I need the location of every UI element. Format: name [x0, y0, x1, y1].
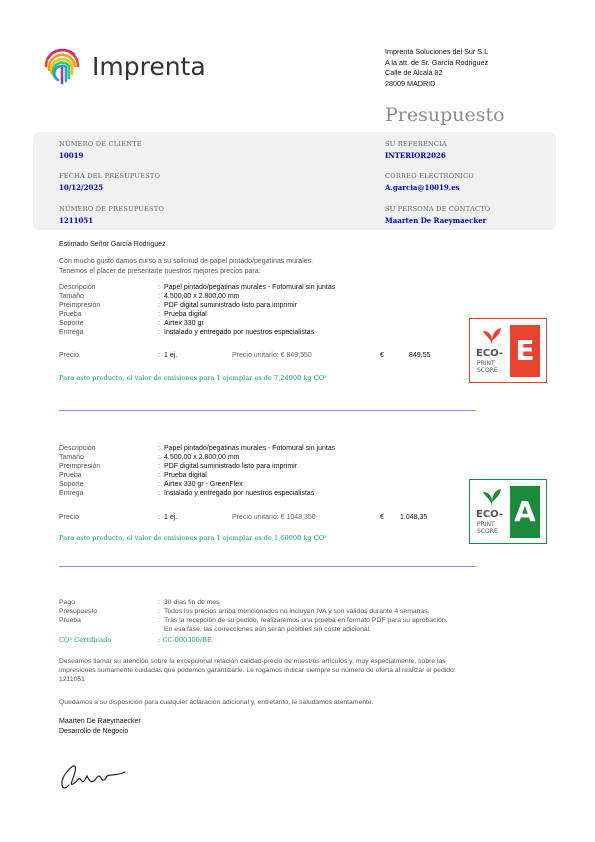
greeting: Estimado Señor García Rodriguez [59, 241, 166, 248]
sender-address [385, 47, 488, 89]
unit-price: Precio unitario: € 1048,350 [232, 514, 316, 521]
spec-value: 4.500,00 x 2.800,00 mm [164, 454, 240, 461]
intro-line-1: Con mucho gusto damos curso a su solicitud de papel pintado/pegatinas murales. [59, 258, 314, 265]
separator [59, 566, 476, 567]
leaf-icon [480, 486, 504, 508]
quote-terms-label: Presupuesto [59, 608, 98, 615]
quote-date-label: FECHA DEL PRESUPUESTO [59, 172, 161, 180]
spec-value: PDF digital suministrado listo para imprimir [164, 463, 298, 470]
proof-terms-label: Prueba [59, 617, 81, 624]
unit-price: Precio unitario: € 849,550 [232, 352, 312, 359]
eco-print-text: PRINT [477, 521, 495, 528]
payment-terms: 30 días fin de mes [164, 599, 220, 606]
contact-label: SU PERSONA DE CONTACTO [385, 205, 491, 213]
brand-name: Imprenta [92, 52, 206, 81]
signature [55, 750, 135, 800]
spec-value: Instalado y entregado por nuestros especialistas [164, 490, 315, 497]
eco-sublabel [477, 521, 498, 535]
terms-section: Pago : 30 días fin de mes Presupuesto : Todos los precios arriba mencionados no incluyen IVA y son válidos durante 4 semanas. Prueba : Tras la recepción de su pedido, realizaremos una prueba en formato PDF para su aprobación. En esa fase, las correcciones aún serán posibles sin coste adicional. CO² Certificado : CC-000300/BE [59, 599, 448, 644]
eco-print-text: PRINT [477, 360, 495, 367]
payment-label: Pago [59, 599, 75, 606]
total-price: 849,55 [409, 352, 431, 359]
quote-terms: Todos los precios arriba mencionados no incluyen IVA y son válidos durante 4 semanas. [164, 608, 430, 615]
client-number: 10019 [59, 151, 84, 160]
co2-certificate-label: CO² Certificado [59, 636, 112, 644]
spec-value: Prueba digital [164, 472, 207, 479]
emissions-note: Para este producto, el valor de emisiones para 1 ejemplar es de 1,60000 kg CO² [59, 534, 327, 542]
quote-number: 1211051 [59, 216, 94, 225]
email-label: CORREO ELECTRÓNICO [385, 172, 474, 180]
currency: € [380, 352, 384, 359]
eco-label: ECO- [476, 509, 504, 520]
quantity: 1 ej. [164, 514, 178, 521]
document-title: Presupuesto [385, 104, 505, 126]
client-number-label: NÚMERO DE CLIENTE [59, 140, 142, 148]
eco-score-text: SCORE [477, 528, 498, 535]
eco-label: ECO- [476, 348, 504, 359]
reference: INTERIOR2026 [385, 151, 446, 160]
spec-value: Prueba digital [164, 311, 207, 318]
eco-print-score [469, 479, 547, 544]
sender-attention: A la att. de Sr. García Rodriguez [385, 57, 489, 67]
reference-label: SU REFERENCIA [385, 140, 447, 148]
spec-value: Airtex 330 gr - GreenFlex [164, 481, 243, 488]
eco-score-text: SCORE [477, 367, 498, 374]
intro-line-2: Tenemos el placer de presentarle nuestros mejores precios para: [59, 268, 261, 275]
quote-number-label: NÚMERO DE PRESUPUESTO [59, 205, 165, 213]
closing-line-2: impresiones sumamente cuidadas que podemos garantizarle. Le rogamos indicar siempre su número de oferta al realizar el pedido: [59, 667, 456, 674]
quantity: 1 ej. [164, 352, 178, 359]
eco-print-score [469, 318, 547, 383]
signer-name: Maarten De Raeymaecker [59, 718, 141, 725]
eco-score-badge: A [510, 486, 540, 538]
closing-salutation: Quedamos a su disposición para cualquier aclaración adicional y, entretanto, le saludamos atentamente. [59, 699, 374, 706]
eco-score-badge: E [510, 325, 540, 377]
email: A.garcia@10019.es [385, 183, 460, 192]
spec-value: 4.500,00 x 2.800,00 mm [164, 293, 240, 300]
product-block: Descripción : Papel pintado/pegatinas murales - Fotomural sin juntas Tamaño : 4.500,00 x 2.800,00 mm Preimpresión : PDF digital suministrado listo para imprimir Prueba : Prueba digital Soporte : Airtex 330 gr Entrega : Instalado y entregado por nuestros especialistas Precio : 1 ej. Precio unitario: € 849,550 € 849,55 [59, 284, 431, 359]
fingerprint-icon [40, 44, 84, 86]
contact-person: Maarten De Raeymaecker [385, 216, 487, 225]
leaf-icon [480, 325, 504, 347]
spec-value: PDF digital suministrado listo para imprimir [164, 302, 298, 309]
signer-block [59, 717, 141, 737]
signer-role: Desarrollo de Negocio [59, 728, 129, 735]
proof-terms-line-2: En esa fase, las correcciones aún serán posibles sin coste adicional. [164, 626, 372, 633]
quote-date: 10/12/2025 [59, 183, 104, 192]
eco-sublabel [477, 360, 498, 374]
separator [59, 410, 476, 411]
co2-certificate: : CC-000300/BE [158, 636, 212, 644]
sender-company: Imprenta Soluciones del Sur S.L [385, 47, 489, 56]
sender-city: 28009 MADRID [385, 78, 436, 88]
spec-value: Papel pintado/pegatinas murales - Fotomural sin juntas [164, 284, 336, 291]
proof-terms-line-1: Tras la recepción de su pedido, realizaremos una prueba en formato PDF para su aprobación. [164, 617, 448, 624]
product-block: Descripción : Papel pintado/pegatinas murales - Fotomural sin juntas Tamaño : 4.500,00 x 2.800,00 mm Preimpresión : PDF digital suministrado listo para imprimir Prueba : Prueba digital Soporte : Airtex 330 gr - GreenFlex Entrega : Instalado y entregado por nuestros especialistas Precio : 1 ej. Precio unitario: € 1048,350 € 1.048,35 [59, 445, 428, 521]
closing-line-3: 1211051 [59, 676, 85, 683]
currency: € [380, 514, 384, 521]
brand-logo [40, 44, 220, 86]
co2-certificate-value: CC-000300/BE [162, 636, 212, 644]
spec-value: Instalado y entregado por nuestros especialistas [164, 329, 315, 336]
spec-value: Papel pintado/pegatinas murales - Fotomural sin juntas [164, 445, 336, 452]
total-price: 1.048,35 [400, 514, 428, 521]
emissions-note: Para este producto, el valor de emisiones para 1 ejemplar es de 7,24000 kg CO² [59, 374, 327, 382]
closing-line-1: Deseamos llamar su atención sobre la excepcional relación calidad-precio de nuestros artículos y, muy especialmente, sobre las [59, 658, 446, 665]
closing-paragraph [59, 657, 549, 684]
spec-value: Airtex 330 gr [164, 320, 204, 327]
sender-street: Calle de Alcalá 82 [385, 68, 443, 77]
